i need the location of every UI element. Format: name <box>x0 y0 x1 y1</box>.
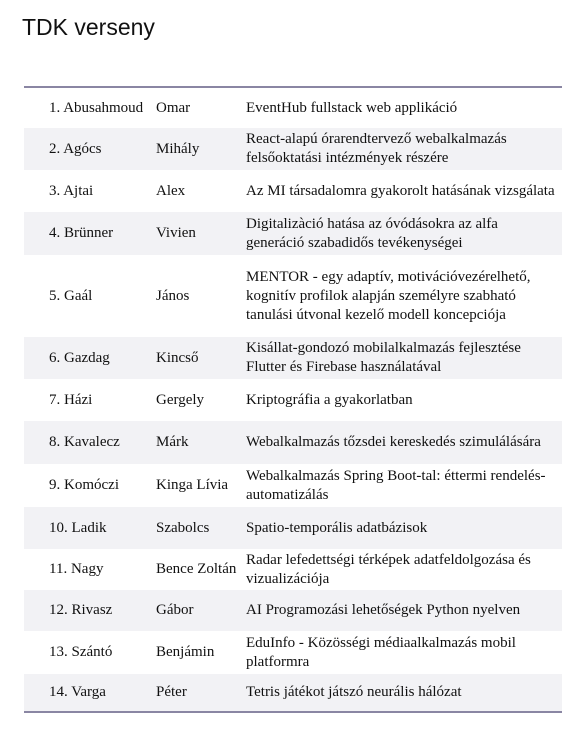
project-title: Spatio-temporális adatbázisok <box>246 519 428 536</box>
table-row <box>24 549 562 590</box>
first-name: Márk <box>156 434 189 450</box>
first-name-cell <box>155 337 246 379</box>
project-title: Az MI társadalomra gyakorolt hatásának vizsgálata <box>246 182 555 199</box>
row-index: 9 . <box>49 477 64 493</box>
title-cell <box>246 464 562 507</box>
table-row <box>24 674 562 712</box>
row-index: 1 . <box>49 100 63 116</box>
first-name-cell <box>155 464 246 507</box>
project-title: React-alapú órarendtervező webalkalmazás felsőoktatási intézmények részére <box>246 131 507 166</box>
row-index: 12 . <box>49 602 72 618</box>
last-name: Házi <box>64 391 93 408</box>
first-name-cell <box>155 507 246 549</box>
project-title: Webalkalmazás Spring Boot-tal: éttermi rendelés-automatizálás <box>246 467 546 503</box>
first-name: Kincső <box>156 349 199 366</box>
last-name-cell <box>24 549 155 590</box>
project-title: Webalkalmazás tőzsdei kereskedés szimulálására <box>246 434 541 450</box>
last-name-cell <box>24 674 155 712</box>
title-cell <box>246 212 562 255</box>
page-title: TDK verseny <box>22 14 155 40</box>
table-row <box>24 128 562 170</box>
first-name: Péter <box>156 684 187 700</box>
last-name: Ladik <box>71 519 107 536</box>
project-title: MENTOR - egy adaptív, motivációvezérelhető, kognitív profilok alapján személyre szabható tanulási útvonal kezelő modell koncepciója <box>246 268 531 323</box>
last-name: Rivasz <box>71 602 113 618</box>
row-index: 10 . <box>49 520 72 536</box>
last-name-cell <box>24 421 155 464</box>
last-name: Brünner <box>64 225 114 241</box>
first-name: Kinga Lívia <box>156 477 229 493</box>
project-title: Digitalizàció hatása az óvódásokra az alfa generáció szabadidős tevékenységei <box>246 215 498 251</box>
project-title: AI Programozási lehetőségek Python nyelven <box>246 602 521 618</box>
table-row <box>24 170 562 212</box>
project-title: EduInfo - Közösségi médiaalkalmazás mobil platformra <box>246 634 516 670</box>
project-title: Radar lefedettségi térképek adatfeldolgozása és vizualizációja <box>246 551 531 587</box>
last-name: Abusahmoud <box>63 99 144 116</box>
first-name-cell <box>155 212 246 255</box>
first-name-cell <box>155 590 246 631</box>
first-name-cell <box>155 255 246 337</box>
row-index: 6 . <box>49 350 64 366</box>
last-name: Szántó <box>71 644 113 660</box>
row-index: 4 . <box>49 225 64 241</box>
first-name: Mihály <box>156 140 200 157</box>
last-name-cell <box>24 507 155 549</box>
last-name-cell <box>24 379 155 421</box>
title-cell <box>246 379 562 421</box>
first-name: Omar <box>156 99 191 116</box>
last-name-cell <box>24 255 155 337</box>
project-title: EventHub fullstack web applikáció <box>246 99 458 116</box>
first-name-cell <box>155 549 246 590</box>
entries-table <box>24 86 562 713</box>
last-name-cell <box>24 464 155 507</box>
title-cell <box>246 421 562 464</box>
last-name: Gazdag <box>64 349 110 366</box>
first-name: Alex <box>156 182 186 199</box>
row-index: 13 . <box>49 644 72 660</box>
last-name: Agócs <box>63 140 102 157</box>
table-row <box>24 590 562 631</box>
row-index: 11 . <box>49 561 71 577</box>
last-name: Komóczi <box>64 477 119 493</box>
title-cell <box>246 255 562 337</box>
row-index: 3 . <box>49 183 63 199</box>
first-name-cell <box>155 87 246 128</box>
first-name: Bence Zoltán <box>156 561 237 577</box>
table-row <box>24 379 562 421</box>
project-title: Kisállat-gondozó mobilalkalmazás fejlesztése Flutter és Firebase használatával <box>246 340 521 375</box>
first-name-cell <box>155 170 246 212</box>
row-index: 2 . <box>49 141 63 157</box>
table-row <box>24 631 562 674</box>
first-name: Gábor <box>156 602 194 618</box>
title-cell <box>246 631 562 674</box>
table-row <box>24 507 562 549</box>
first-name-cell <box>155 379 246 421</box>
last-name-cell <box>24 170 155 212</box>
last-name-cell <box>24 590 155 631</box>
last-name-cell <box>24 631 155 674</box>
table-row <box>24 212 562 255</box>
first-name: Gergely <box>156 391 205 408</box>
title-cell <box>246 549 562 590</box>
last-name-cell <box>24 212 155 255</box>
last-name-cell <box>24 128 155 170</box>
first-name: Szabolcs <box>156 519 210 536</box>
last-name: Gaál <box>64 287 93 304</box>
first-name-cell <box>155 631 246 674</box>
title-cell <box>246 87 562 128</box>
table-row <box>24 337 562 379</box>
row-index: 7 . <box>49 392 64 408</box>
title-cell <box>246 590 562 631</box>
title-cell <box>246 337 562 379</box>
last-name: Kavalecz <box>64 434 120 450</box>
table-row <box>24 421 562 464</box>
table-row <box>24 255 562 337</box>
row-index: 5 . <box>49 288 64 304</box>
last-name: Ajtai <box>63 182 94 199</box>
entries-table-body <box>24 87 562 712</box>
first-name: Benjámin <box>156 644 215 660</box>
title-cell <box>246 674 562 712</box>
row-index: 8 . <box>49 434 64 450</box>
title-cell <box>246 507 562 549</box>
first-name-cell <box>155 674 246 712</box>
first-name-cell <box>155 128 246 170</box>
table-row <box>24 87 562 128</box>
title-cell <box>246 128 562 170</box>
project-title: Kriptográfia a gyakorlatban <box>246 391 413 408</box>
row-index: 14 . <box>49 684 71 700</box>
last-name: Varga <box>71 684 106 700</box>
title-cell <box>246 170 562 212</box>
last-name-cell <box>24 337 155 379</box>
last-name-cell <box>24 87 155 128</box>
project-title: Tetris játékot játszó neurális hálózat <box>246 684 462 700</box>
last-name: Nagy <box>70 561 104 577</box>
first-name: Vivien <box>156 225 196 241</box>
first-name-cell <box>155 421 246 464</box>
first-name: János <box>156 287 190 304</box>
table-row <box>24 464 562 507</box>
